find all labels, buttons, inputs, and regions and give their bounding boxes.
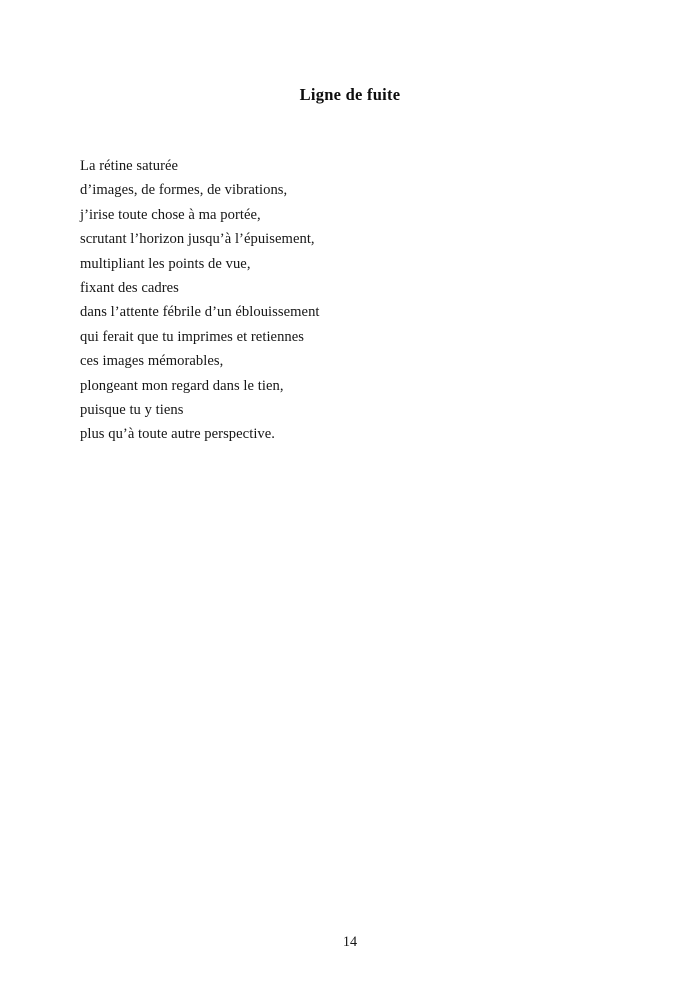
poem-line: plus qu’à toute autre perspective. [80,426,275,443]
poem-line: qui ferait que tu imprimes et retiennes [80,328,305,345]
page-number: 14 [342,934,358,950]
poem-line: d’images, de formes, de vibrations, [80,182,288,199]
poem-line: j’irise toute chose à ma portée, [80,206,261,223]
poem-line: puisque tu y tiens [80,402,184,419]
poem-body [80,154,600,447]
poem-line: plongeant mon regard dans le tien, [80,377,284,394]
poem-line: La rétine saturée [80,158,179,174]
poem-line: scrutant l’horizon jusqu’à l’épuisement, [80,231,315,248]
poem-line: fixant des cadres [80,280,179,297]
poem-line: multipliant les points de vue, [80,255,251,272]
poem-line: dans l’attente fébrile d’un éblouissement [80,304,320,321]
page-title: Ligne de fuite [299,85,401,105]
poem-line: ces images mémorables, [80,353,224,370]
